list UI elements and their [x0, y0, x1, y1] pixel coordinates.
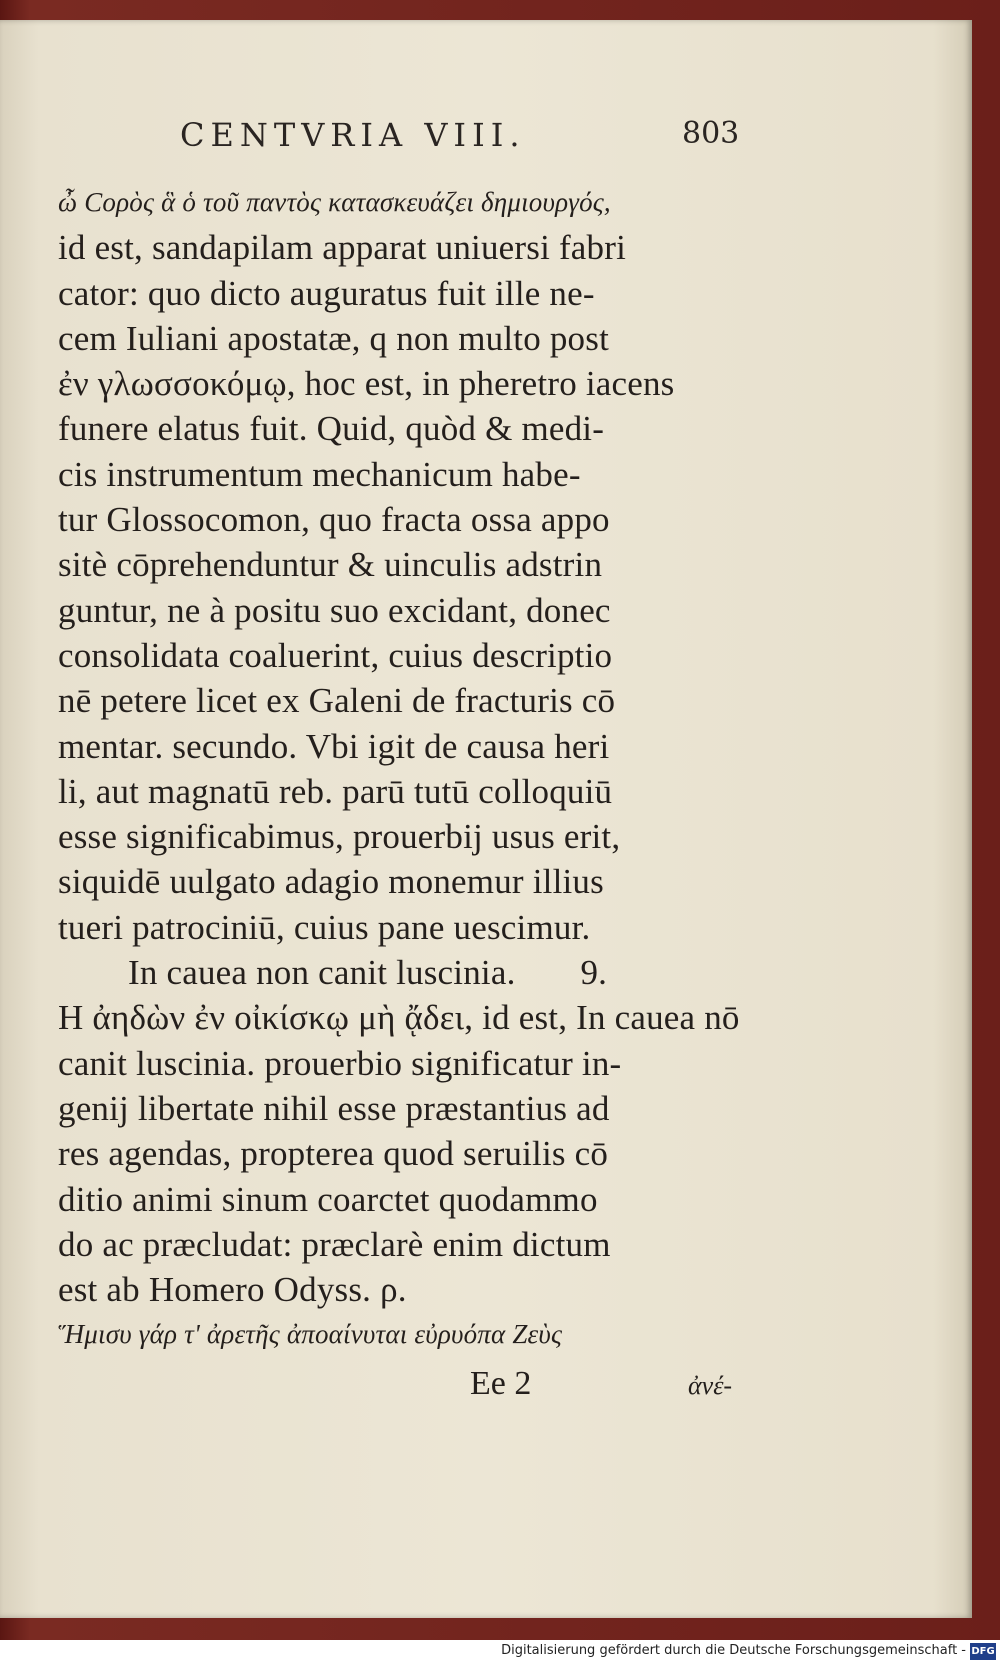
attribution-bar — [0, 1640, 1000, 1664]
text-line: sitè cōprehenduntur & uinculis adstrin — [58, 545, 603, 585]
text-line: cis instrumentum mechanicum habe- — [58, 454, 581, 494]
text-line: funere elatus fuit. Quid, quòd & medi- — [58, 409, 605, 449]
greek-verse: Ἥμισυ γάρ τ' ἀρετῆς ἀποαίνυται εὐρυόπα Ζεὺς — [58, 1319, 563, 1350]
running-title: CENTVRIA VIII. — [180, 116, 526, 154]
text-line: res agendas, propterea quod seruilis cō — [58, 1134, 609, 1174]
text-line: cem Iuliani apostatæ, q non multo post — [58, 318, 610, 358]
book-page — [0, 20, 972, 1618]
text-line: do ac præcludat: præclarè enim dictum — [58, 1224, 611, 1264]
text-line: nē petere licet ex Galeni de fracturis cō — [58, 681, 616, 721]
page-footer — [0, 1365, 972, 1415]
text-line: mentar. secundo. Vbi igit de causa heri — [58, 726, 610, 766]
catchword: ἀνέ- — [688, 1371, 733, 1400]
signature-mark: Ee 2 — [470, 1365, 532, 1402]
adage-heading-text: In cauea non canit luscinia. — [128, 953, 516, 993]
text-line: cator: quo dicto auguratus fuit ille ne- — [58, 273, 595, 313]
text-line: tueri patrociniū, cuius pane uescimur. — [58, 907, 591, 947]
text-line: genij libertate nihil esse præstantius ad — [58, 1088, 610, 1128]
attribution-text: Digitalisierung gefördert durch die Deutsche Forschungsgemeinschaft - — [501, 1643, 966, 1658]
text-line: Η ἀηδὼν ἐν οἰκίσκῳ μὴ ᾄδει, id est, In cauea nō — [58, 998, 740, 1038]
adage-number: 9. — [580, 953, 608, 993]
page-header — [0, 116, 972, 166]
folio-number: 803 — [682, 116, 740, 151]
text-line: siquidē uulgato adagio monemur illius — [58, 862, 604, 902]
body-text — [58, 180, 758, 1358]
text-line: ditio animi sinum coarctet quodammo — [58, 1179, 598, 1219]
dfg-logo-icon: DFG — [970, 1643, 996, 1660]
text-line: ὦ Ϲορὸς ἃ ὁ τοῦ παντὸς κατασκευάζει δημιουργός, — [58, 187, 611, 217]
text-line: ἐν γλωσσοκόμῳ, hoc est, in pheretro iacens — [58, 364, 675, 404]
adage-heading — [58, 950, 758, 995]
text-line: est ab Homero Odyss. ρ. — [58, 1270, 407, 1310]
text-line: consolidata coaluerint, cuius descriptio — [58, 635, 613, 675]
text-line: guntur, ne à positu suo excidant, donec — [58, 590, 611, 630]
text-line: esse significabimus, prouerbij usus erit, — [58, 817, 621, 857]
text-line: id est, sandapilam apparat uniuersi fabri — [58, 228, 627, 268]
text-line: li, aut magnatū reb. parū tutū colloquiū — [58, 771, 613, 811]
text-line: tur Glossocomon, quo fracta ossa appo — [58, 500, 610, 540]
text-line: canit luscinia. prouerbio significatur in- — [58, 1043, 622, 1083]
